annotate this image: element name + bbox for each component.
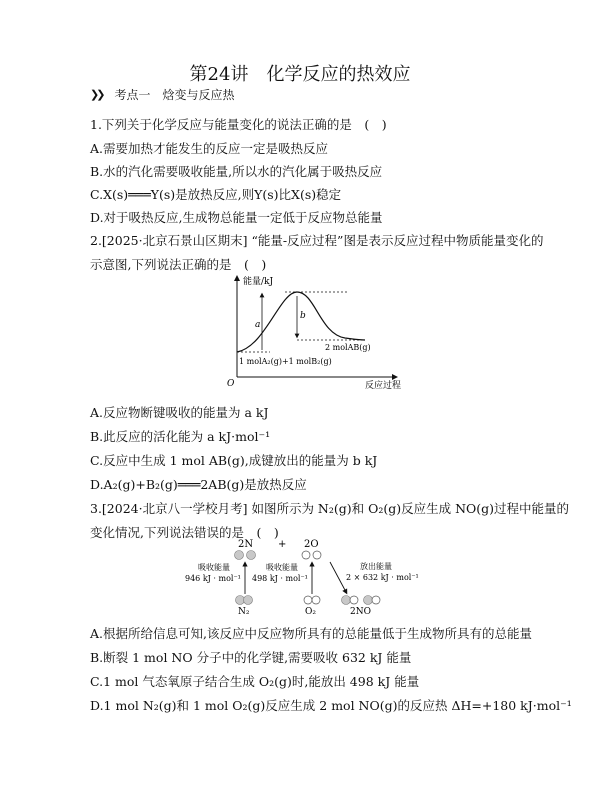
release-label: 放出能量 (360, 562, 392, 571)
b-label: b (300, 311, 306, 321)
no-label: 2NO (350, 607, 371, 616)
q3-option-a: A.根据所给信息可知,该反应中反应物所具有的总能量低于生成物所具有的总能量 (90, 626, 532, 641)
q1-option-c: C.X(s)═══Y(s)是放热反应,则Y(s)比X(s)稳定 (90, 187, 342, 202)
q1-option-a: A.需要加热才能发生的反应一定是吸热反应 (90, 141, 329, 156)
n2-molecule-atom (244, 596, 253, 605)
q2-option-d: D.A₂(g)+B₂(g)═══2AB(g)是放热反应 (90, 477, 307, 492)
q2-option-c: C.反应中生成 1 mol AB(g),成键放出的能量为 b kJ (90, 453, 378, 468)
q2-option-a: A.反应物断键吸收的能量为 a kJ (90, 405, 269, 420)
n-atom (247, 551, 256, 560)
n2-absorb-label: 吸收能量 (198, 563, 230, 572)
q3-stem-line2: 变化情况,下列说法错误的是 ( ) (90, 525, 279, 540)
double-chevron-icon: ❯❯ (90, 88, 103, 101)
o-atom (302, 551, 310, 559)
two-o-label: 2O (304, 539, 319, 550)
bond-energy-diagram (180, 538, 440, 616)
no-molecule-o (372, 596, 380, 604)
no-molecule-n (364, 596, 373, 605)
o2-absorb-label: 吸收能量 (266, 563, 298, 572)
q2-option-b: B.此反应的活化能为 a kJ·mol⁻¹ (90, 429, 271, 444)
q1-stem: 1.下列关于化学反应与能量变化的说法正确的是 ( ) (90, 117, 387, 132)
plus-sign: + (278, 539, 287, 550)
products-label: 2 molAB(g) (325, 343, 371, 352)
q1-option-d: D.对于吸热反应,生成物总能量一定低于反应物总能量 (90, 210, 383, 225)
page-title: 第24讲 化学反应的热效应 (189, 64, 411, 85)
y-axis-label: 能量/kJ (243, 277, 274, 287)
q3-option-d: D.1 mol N₂(g)和 1 mol O₂(g)反应生成 2 mol NO(g)的反应热 ΔH=+180 kJ·mol⁻¹ (90, 698, 572, 713)
n2-label: N₂ (238, 607, 250, 616)
o2-absorb-value: 498 kJ · mol⁻¹ (252, 574, 308, 583)
no-molecule-n (342, 596, 351, 605)
energy-profile-diagram (225, 272, 405, 392)
n2-absorb-value: 946 kJ · mol⁻¹ (185, 574, 241, 583)
x-axis-label: 反应过程 (365, 381, 402, 391)
o2-molecule-atom (312, 596, 320, 604)
o2-molecule-atom (304, 596, 312, 604)
q1-option-b: B.水的汽化需要吸收能量,所以水的汽化属于吸热反应 (90, 164, 383, 179)
q2-stem-line1: 2.[2025·北京石景山区期末] “能量-反应过程”图是表示反应过程中物质能量变化的 (90, 233, 544, 248)
section-heading (90, 86, 234, 103)
q3-stem-line1: 3.[2024·北京八一学校月考] 如图所示为 N₂(g)和 O₂(g)反应生成 NO(g)过程中能量的 (90, 501, 570, 516)
origin-label: O (227, 379, 235, 389)
o2-label: O₂ (305, 607, 316, 616)
q3-option-c: C.1 mol 气态氧原子结合生成 O₂(g)时,能放出 498 kJ 能量 (90, 674, 420, 689)
q3-option-b: B.断裂 1 mol NO 分子中的化学键,需要吸收 632 kJ 能量 (90, 650, 412, 665)
section-label: 考点一 焓变与反应热 (114, 88, 235, 102)
o-atom (313, 551, 321, 559)
a-label: a (255, 320, 261, 330)
no-molecule-o (350, 596, 358, 604)
n2-molecule-atom (236, 596, 245, 605)
two-n-label: 2N (238, 539, 254, 550)
n-atom (235, 551, 244, 560)
q2-stem-line2: 示意图,下列说法正确的是 ( ) (90, 257, 267, 272)
release-arrow (330, 562, 346, 592)
release-value: 2 × 632 kJ · mol⁻¹ (346, 573, 419, 582)
reactants-label: 1 molA₂(g)+1 molB₂(g) (239, 357, 332, 366)
